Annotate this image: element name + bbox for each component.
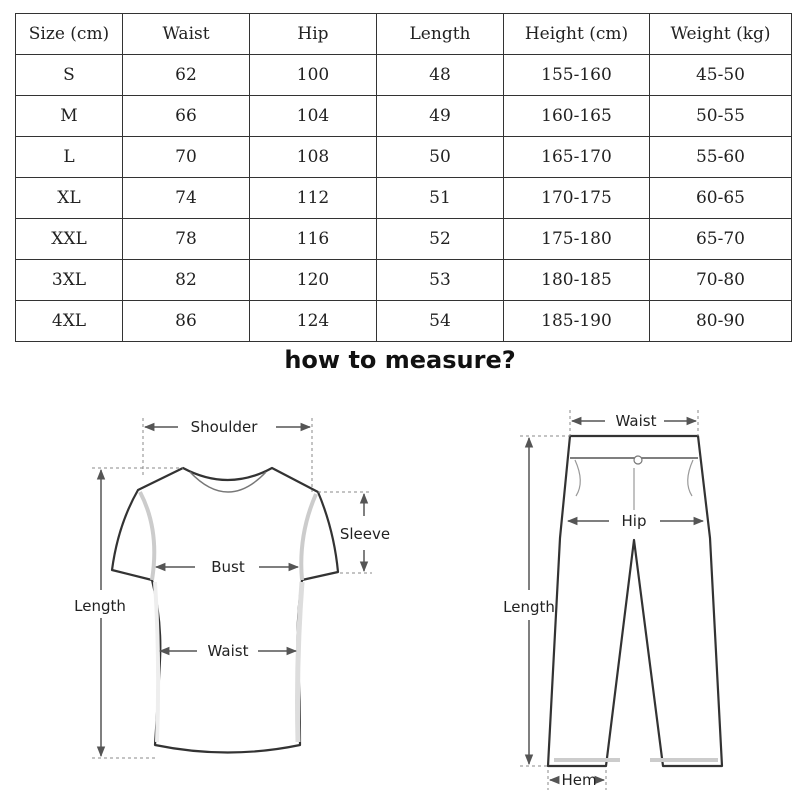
tshirt-side-shadow-right: [298, 582, 303, 742]
table-cell: 170-175: [504, 178, 650, 219]
table-cell: 74: [123, 178, 250, 219]
table-cell: M: [16, 96, 123, 137]
table-cell: L: [16, 137, 123, 178]
pants-outline: [548, 436, 722, 766]
table-cell: 4XL: [16, 301, 123, 342]
table-cell: 80-90: [650, 301, 792, 342]
header-waist: Waist: [123, 14, 250, 55]
bust-label: Bust: [211, 558, 245, 576]
table-cell: 120: [250, 260, 377, 301]
table-cell: 165-170: [504, 137, 650, 178]
table-cell: 124: [250, 301, 377, 342]
table-cell: XXL: [16, 219, 123, 260]
shoulder-label: Shoulder: [190, 418, 258, 436]
table-cell: 78: [123, 219, 250, 260]
table-cell: 86: [123, 301, 250, 342]
table-cell: 185-190: [504, 301, 650, 342]
table-cell: 82: [123, 260, 250, 301]
header-hip: Hip: [250, 14, 377, 55]
table-cell: 160-165: [504, 96, 650, 137]
how-to-measure-heading: how to measure?: [284, 346, 516, 374]
table-cell: 52: [377, 219, 504, 260]
pants-length-label: Length: [503, 598, 555, 616]
table-cell: 55-60: [650, 137, 792, 178]
table-cell: 108: [250, 137, 377, 178]
table-cell: 116: [250, 219, 377, 260]
table-cell: XL: [16, 178, 123, 219]
hem-measure: [548, 770, 606, 790]
pants-waist-label: Waist: [615, 412, 657, 430]
table-cell: 180-185: [504, 260, 650, 301]
table-cell: 175-180: [504, 219, 650, 260]
table-cell: 54: [377, 301, 504, 342]
table-cell: 62: [123, 55, 250, 96]
tshirt-side-shadow-left: [155, 582, 158, 742]
table-cell: 45-50: [650, 55, 792, 96]
sleeve-label: Sleeve: [339, 525, 391, 543]
header-size: Size (cm): [16, 14, 123, 55]
table-cell: 100: [250, 55, 377, 96]
table-cell: 50-55: [650, 96, 792, 137]
header-height: Height (cm): [504, 14, 650, 55]
hip-label: Hip: [621, 512, 647, 530]
table-cell: 70-80: [650, 260, 792, 301]
header-weight: Weight (kg): [650, 14, 792, 55]
shirt-waist-label: Waist: [207, 642, 249, 660]
table-cell: 66: [123, 96, 250, 137]
table-cell: 49: [377, 96, 504, 137]
table-cell: 51: [377, 178, 504, 219]
table-cell: 155-160: [504, 55, 650, 96]
header-length: Length: [377, 14, 504, 55]
table-cell: 3XL: [16, 260, 123, 301]
pants-button: [634, 456, 642, 464]
table-cell: 60-65: [650, 178, 792, 219]
table-cell: S: [16, 55, 123, 96]
tshirt-illustration: [112, 468, 338, 753]
table-cell: 50: [377, 137, 504, 178]
shirt-length-label: Length: [74, 597, 126, 615]
table-cell: 53: [377, 260, 504, 301]
table-cell: 70: [123, 137, 250, 178]
hem-label: Hem: [561, 771, 597, 789]
table-cell: 48: [377, 55, 504, 96]
pants-waist-measure: [570, 410, 698, 436]
table-cell: 65-70: [650, 219, 792, 260]
table-cell: 104: [250, 96, 377, 137]
pants-illustration: [548, 436, 722, 766]
table-cell: 112: [250, 178, 377, 219]
